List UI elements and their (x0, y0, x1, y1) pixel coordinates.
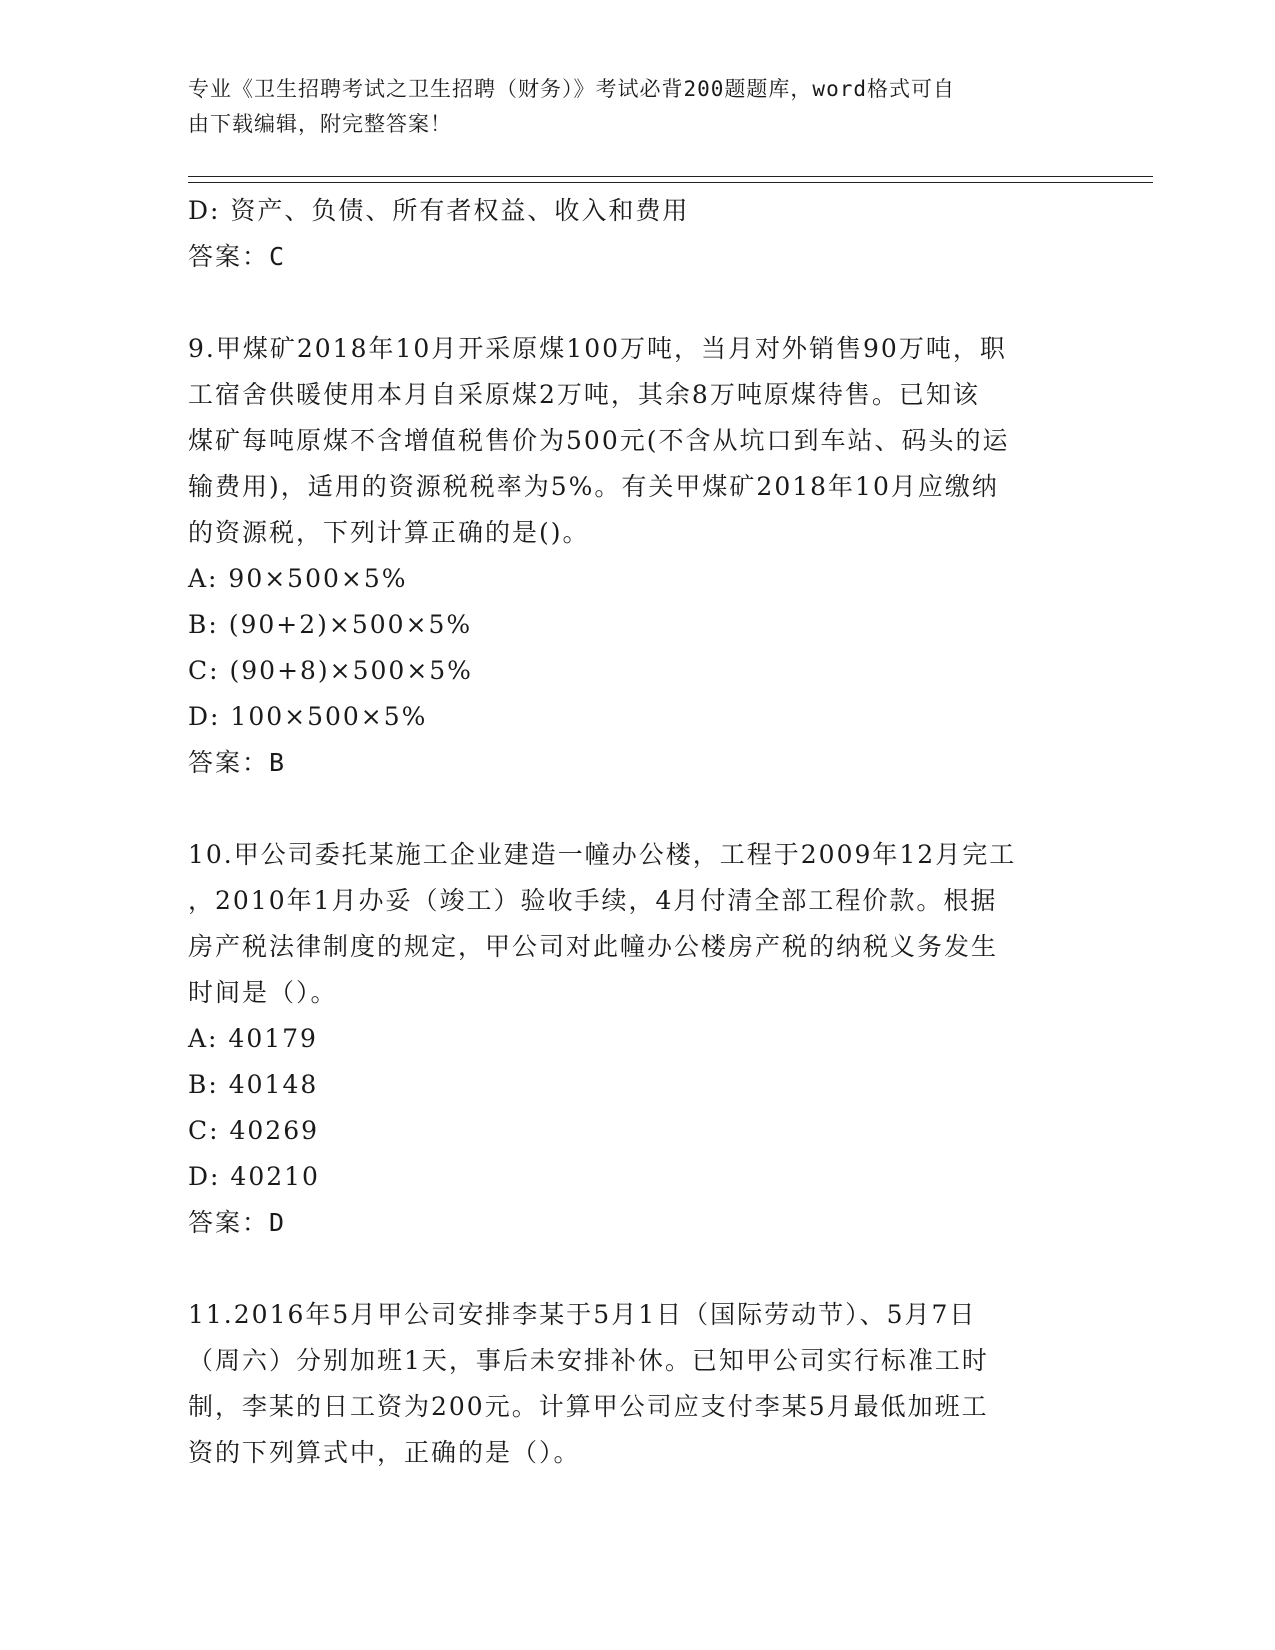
question-text-line: 煤矿每吨原煤不含增值税售价为500元(不含从坑口到车站、码头的运 (188, 426, 1010, 455)
question-text-line: 时间是（）。 (188, 978, 338, 1007)
question-text-line: 资的下列算式中，正确的是（）。 (188, 1438, 581, 1467)
option-d: D: 100×500×5% (188, 702, 428, 731)
option-c: C: (90+8)×500×5% (188, 656, 473, 685)
spacer (188, 1246, 1088, 1292)
option-d: D: 40210 (188, 1162, 320, 1191)
question-text-line: 输费用)，适用的资源税税率为5%。有关甲煤矿2018年10月应缴纳 (188, 472, 999, 501)
question-text-line: 10.甲公司委托某施工企业建造一幢办公楼，工程于2009年12月完工 (188, 840, 1017, 869)
question-11 (188, 1292, 1088, 1476)
header-rule-top (188, 176, 1153, 177)
question-text-line: ，2010年1月办妥（竣工）验收手续，4月付清全部工程价款。根据 (188, 886, 998, 915)
option-d: D: 资产、负债、所有者权益、收入和费用 (188, 196, 690, 225)
option-c: C: 40269 (188, 1116, 320, 1145)
option-b: B: (90+2)×500×5% (188, 610, 473, 639)
header-title-line-1: 专业《卫生招聘考试之卫生招聘（财务）》考试必背200题题库，word格式可自 (188, 77, 955, 101)
option-a: A: 40179 (188, 1024, 318, 1053)
header-title-line-2: 由下载编辑，附完整答案！ (188, 112, 452, 136)
header-rule-bottom (188, 182, 1153, 183)
option-b: B: 40148 (188, 1070, 319, 1099)
question-text-line: 工宿舍供暖使用本月自采原煤2万吨，其余8万吨原煤待售。已知该 (188, 380, 980, 409)
question-text-line: 的资源税，下列计算正确的是()。 (188, 518, 590, 547)
spacer (188, 280, 1088, 326)
document-body (188, 188, 1088, 1476)
option-a: A: 90×500×5% (188, 564, 408, 593)
answer: 答案：B (188, 748, 287, 777)
question-text-line: 房产税法律制度的规定，甲公司对此幢办公楼房产税的纳税义务发生 (188, 932, 999, 961)
spacer (188, 786, 1088, 832)
question-text-line: 11.2016年5月甲公司安排李某于5月1日（国际劳动节）、5月7日 (188, 1300, 977, 1329)
answer: 答案：C (188, 242, 287, 271)
document-header (188, 72, 1088, 142)
question-8-tail (188, 188, 1088, 280)
answer: 答案：D (188, 1208, 287, 1237)
question-text-line: 9.甲煤矿2018年10月开采原煤100万吨，当月对外销售90万吨，职 (188, 334, 1007, 363)
question-10 (188, 832, 1088, 1246)
question-text-line: 制，李某的日工资为200元。计算甲公司应支付李某5月最低加班工 (188, 1392, 989, 1421)
question-text-line: （周六）分别加班1天，事后未安排补休。已知甲公司实行标准工时 (188, 1346, 989, 1375)
question-9 (188, 326, 1088, 786)
